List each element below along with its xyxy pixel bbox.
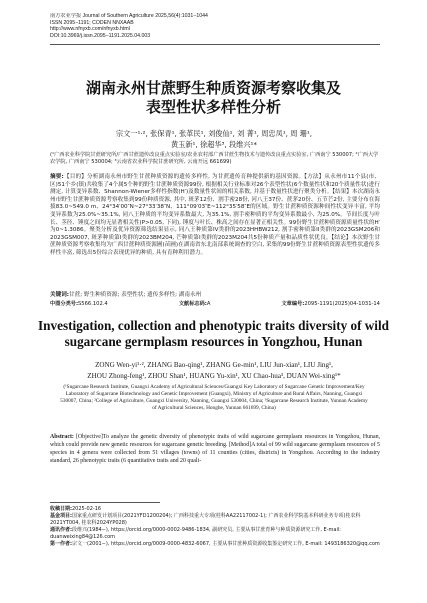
- chinese-title-line2: 表型性状多样性分析: [145, 98, 281, 116]
- article-footnotes: [50, 506, 380, 548]
- chinese-abstract-text: 【目的】分析湖南永州市野生甘蔗种质资源的遗传多样性, 为甘蔗遗传育种提供新的基因资源。【方法】从永州市11个县(市、区)51个乡(镇)共收集了4个属5个种的野生甘蔗种质资源99份, 根据相关行业标准对26个表型性状(6个数量性状和20个质量性状)进行测定, 计算变异系数、Shannon-Wiener多样性指数(H′)及数量性状间的相关系数, 并基于数量性状进行聚类分析。【结果】本次湖南永州市野生甘蔗种质资源考察收集到99份种质资源, 其中, 斑茅12份、割手密28份, 河八王37份、蔗茅20份、五节芒2份, 主要分布在海拔83.0~549.0 m、24°34′00″N~27°33′38″N、111°09′03″E~112°35′58″E的区域。野生甘蔗种质资源种间性状变异丰富, 平均变异系数为25.0%~35.1%, 同八王种质的平均变异系数最大, 为35.1%, 割手密种质的平均变异系数最小, 为25.0%。节间长度与叶长、茎径、锤度之间均无显著相关性(P>0.05, 下同), 锤度与叶长、株高之间存在显著正相关性。99份野生甘蔗种质资源质量性状的H′为0~1.3086。聚类分析及优异资源筛选结果显示, 同八王种质第IV类群的2023HHBW212, 割手密种质第II类群的2023GSM206和2023GSM007, 斑茅种质第I类群的2023BM204, 芒种质第I类群的2023M204共5份种质产量和品质性状优良。【结论】本次野生甘蔗种质资源考察收集均为广西甘蔗种质资源圃(苗圃)在湖南省东北南部系统调查的空白, 采集的99份野生甘蔗种质资源表型性状遗传多样性丰富, 筛选出5份综合表现优异的种质, 具有育种利用潜力。: [50, 174, 380, 256]
- journal-header: [50, 13, 380, 39]
- english-authors-line1: ZONG Wen-yi¹·², ZHANG Bao-qing¹, ZHANG Ge-min¹, LIU Jun-xian¹, LIU Jing¹,: [95, 361, 333, 369]
- funding-label: 基金项目:: [50, 513, 72, 520]
- chinese-affiliations: (¹广西农业科学院甘蔗研究所/广西甘蔗遗传改良重点实验室/农业农村部广西甘蔗生物技术与遗传改良重点实验室, 广西南宁 530007; ²广西大学农学院, 广西南宁 530004; ³云南省农业科学院甘蔗研究所, 云南开远 661699): [50, 152, 379, 165]
- doc-code-item: [179, 301, 211, 308]
- doc-code-label: 文献标志码:: [178, 301, 207, 307]
- classification-row: [50, 301, 380, 308]
- first-author-label: 第一作者:: [50, 540, 72, 547]
- english-authors: [44, 360, 384, 381]
- first-author: [50, 541, 380, 548]
- first-author-value: 宗文一(2001−), https://orcid.org/0009-0000-4832-6067, 主要从事甘蔗种质资源收集鉴定研究工作, E-mail: 1493186320@qq.com: [72, 540, 380, 547]
- received-value: 2025-02-16: [72, 506, 102, 512]
- chinese-authors-line1: 宗文一¹·², 张保青¹, 张革民¹, 刘俊仙¹, 刘 菁¹, 周忠凤¹, 周 珊¹,: [115, 129, 313, 138]
- chinese-title: [40, 79, 387, 117]
- keywords-label: 关键词:: [50, 292, 70, 298]
- journal-url[interactable]: http://www.nfnyxb.com/nfnyxb.html: [50, 26, 130, 33]
- received-date: [50, 506, 380, 513]
- english-abstract-label: Abstract:: [50, 434, 74, 440]
- english-title: [34, 318, 393, 350]
- english-title-line2: sugarcane germplasm resources in Yongzhou, Hunan: [64, 334, 363, 349]
- english-affiliations: (¹Sugarcane Research Institute, Guangxi Academy of Agricultural Sciences/Guangxi Key Laboratory of Sugarcane Genetic Improvement/Key Laboratory of Sugarcane Biotechnology and Genetic Improvement (Guangxi), Ministry of Agriculture and Rural Affairs, Nanning, Guangxi 530007, China; ²College of Agriculture, Guangxi University, Nanning, Guangxi 530004, China; ³Sugarcane Research Institute, Yunnan Academy of Agricultural Sciences, Honghe, Yunnan 661699, China): [60, 384, 368, 411]
- doc-code-value: A: [206, 301, 211, 307]
- funding-info: [50, 513, 380, 527]
- english-abstract-text: [Objective]To analyze the genetic diversity of phenotypic traits of wild sugarcane germplasm resources in Yongzhou, Hunan, which could provide new genetic resources for sugarcane genetic breeding. [Method]A total of 99 wild sugarcane germplasm resources of 5 species in 4 genera were collected from 51 villages (towns) of 11 counties (cities, districts) in Yongzhou. According to the industry standard, 26 phenotypic traits (6 quantitative traits and 20 quali-: [50, 434, 380, 464]
- article-number-label: 文章编号:: [281, 301, 305, 307]
- chinese-keywords: [50, 292, 380, 300]
- corresponding-author: [50, 527, 380, 541]
- clc-value: S566.102.4: [78, 301, 108, 307]
- doi-line[interactable]: DOI:10.3969/j.issn.2095−1191.2025.04.003: [50, 32, 151, 39]
- chinese-authors-line2: 黄玉新¹, 徐超华³, 段维兴¹*: [170, 140, 258, 149]
- chinese-authors: [44, 128, 384, 150]
- issn-line: ISSN 2095−1191; CODEN NNXAAB: [50, 19, 134, 26]
- english-title-line1: Investigation, collection and phenotypic traits diversity of wild: [38, 318, 389, 333]
- chinese-abstract: [50, 174, 380, 258]
- received-label: 收稿日期:: [50, 506, 72, 512]
- chinese-title-line1: 湖南永州甘蔗野生种质资源考察收集及: [85, 79, 341, 97]
- footnote-rule: [50, 502, 160, 503]
- chinese-abstract-label: 摘要:: [50, 174, 64, 180]
- article-number-item: [281, 301, 380, 308]
- header-rule: [50, 44, 380, 45]
- clc-label: 中图分类号:: [50, 301, 79, 307]
- contact-value: 段维兴(1984−), https://orcid.org/0000-0002-9486-1834, 副研究员, 主要从事甘蔗育种与种质资源研究工作, E-mail: duanweixing84@126.com: [50, 526, 341, 540]
- keywords-text: 甘蔗; 野生种质资源; 表型性状; 遗传多样性; 湖南永州: [69, 292, 202, 298]
- clc-item: [50, 301, 108, 308]
- english-abstract: [50, 434, 380, 466]
- article-number-value: 2095-1191(2025)04-1031-14: [304, 301, 380, 307]
- contact-label: 通讯作者:: [50, 526, 72, 533]
- funding-value: 国家重点研发计划项目(2021YFD1200204); 广西科技重大专项(桂科AA22117002-1); 广西农业科学院基本科研业务专项(桂农科2021YT004, 桂农科2024YP028): [50, 513, 361, 526]
- english-authors-line2: ZHOU Zhong-feng¹, ZHOU Shan¹, HUANG Yu-xin¹, XU Chao-hua³, DUAN Wei-xing¹*: [87, 371, 341, 380]
- journal-citation: 南方农业学报 Journal of Southern Agriculture 2025,56(4):1031−1044: [50, 13, 208, 19]
